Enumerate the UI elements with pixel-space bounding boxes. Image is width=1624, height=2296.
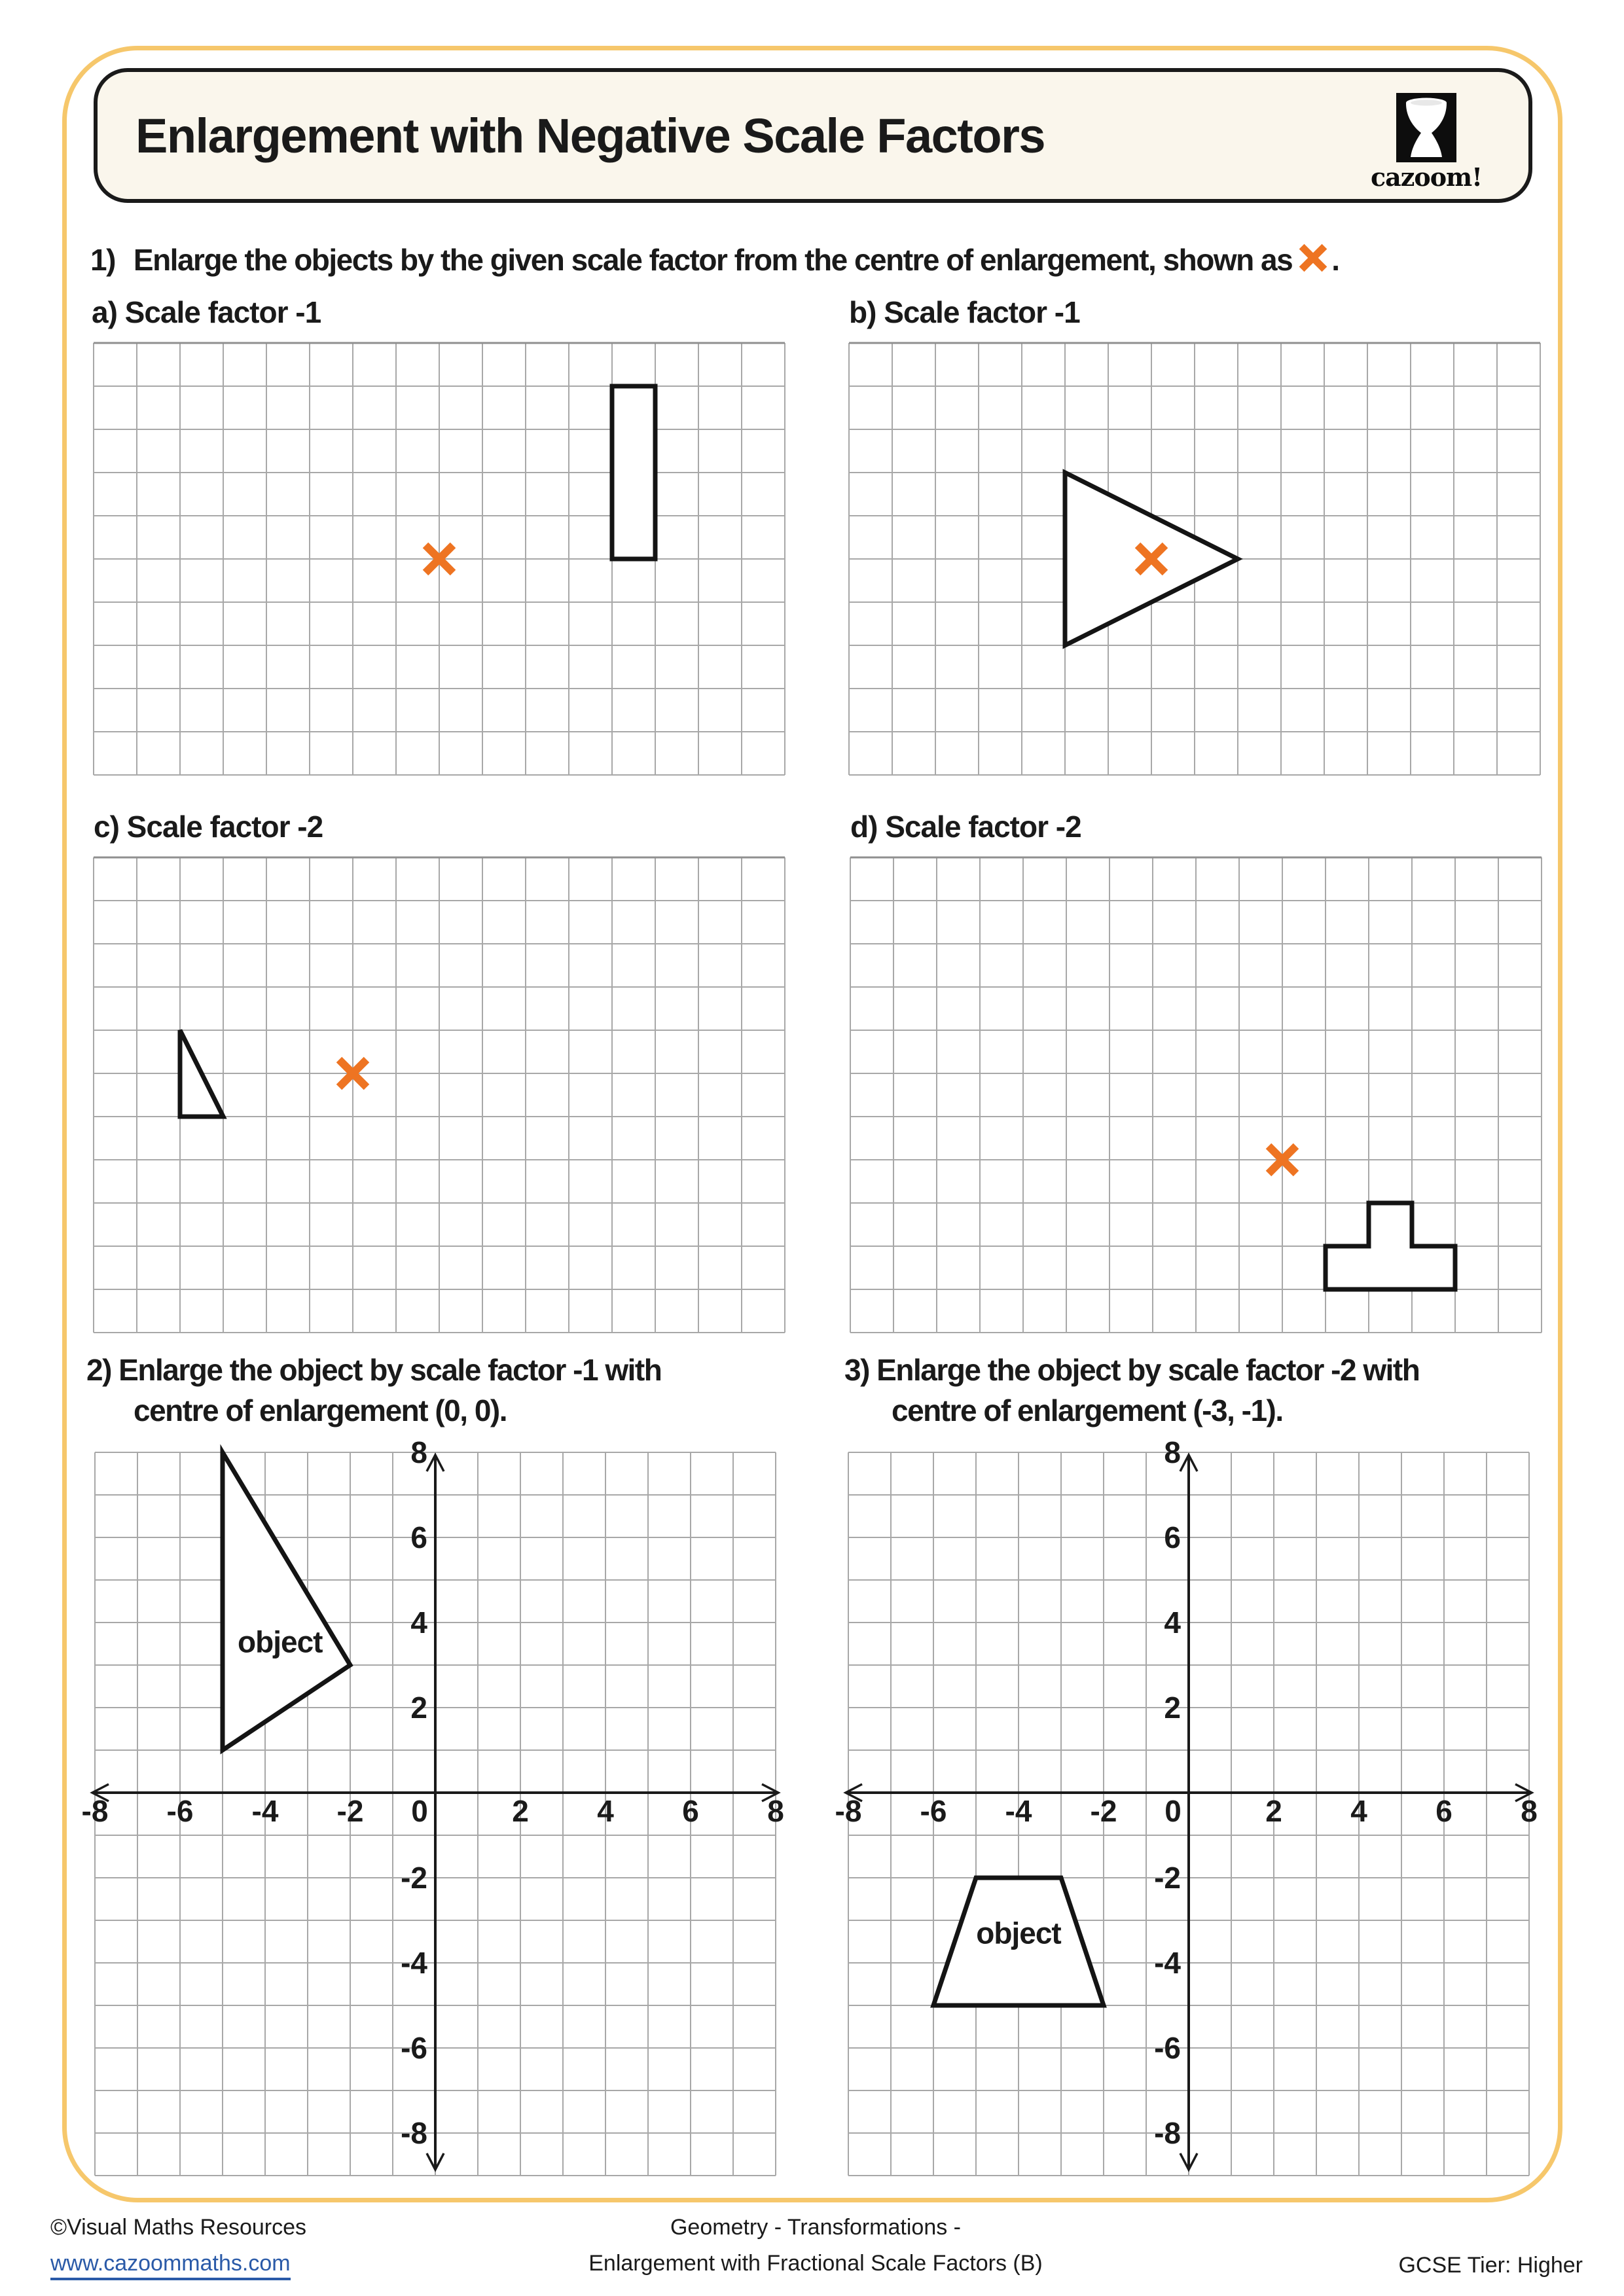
svg-text:-2: -2 bbox=[336, 1794, 364, 1828]
svg-text:2: 2 bbox=[1265, 1794, 1282, 1828]
q1-grid-b bbox=[849, 343, 1540, 775]
q2-graph bbox=[81, 1435, 784, 2176]
grid-figure bbox=[94, 343, 785, 775]
svg-text:8: 8 bbox=[1164, 1435, 1181, 1469]
svg-text:4: 4 bbox=[1350, 1794, 1367, 1828]
part-label-a: a) Scale factor -1 bbox=[92, 295, 321, 329]
question-1-prompt bbox=[90, 242, 1339, 278]
question-1-text: Enlarge the objects by the given scale factor from the centre of enlargement, shown as bbox=[133, 243, 1293, 277]
svg-text:object: object bbox=[238, 1624, 323, 1659]
grid-figure bbox=[94, 857, 785, 1333]
question-3-line2: centre of enlargement (-3, -1). bbox=[892, 1393, 1283, 1427]
svg-text:4: 4 bbox=[1164, 1605, 1181, 1640]
question-1-period: . bbox=[1331, 243, 1339, 277]
svg-text:-4: -4 bbox=[1005, 1794, 1032, 1828]
svg-text:-6: -6 bbox=[401, 2031, 427, 2065]
cazoom-logo bbox=[1328, 93, 1525, 192]
page-title: Enlargement with Negative Scale Factors bbox=[135, 108, 1045, 163]
svg-text:8: 8 bbox=[410, 1435, 427, 1469]
question-2-line2: centre of enlargement (0, 0). bbox=[134, 1393, 507, 1427]
svg-text:-8: -8 bbox=[401, 2116, 427, 2150]
question-2-line1: 2) Enlarge the object by scale factor -1 with bbox=[86, 1353, 662, 1387]
part-label-c: c) Scale factor -2 bbox=[94, 810, 323, 844]
footer-copyright: ©Visual Maths Resources bbox=[50, 2215, 307, 2240]
svg-text:object: object bbox=[976, 1916, 1061, 1950]
svg-text:-6: -6 bbox=[166, 1794, 194, 1828]
svg-text:-4: -4 bbox=[251, 1794, 279, 1828]
svg-text:-2: -2 bbox=[401, 1861, 427, 1895]
footer-topic bbox=[488, 2215, 1143, 2276]
part-label-d: d) Scale factor -2 bbox=[850, 810, 1081, 844]
svg-text:6: 6 bbox=[1435, 1794, 1453, 1828]
svg-text:-4: -4 bbox=[401, 1946, 427, 1980]
svg-text:2: 2 bbox=[512, 1794, 529, 1828]
svg-text:-2: -2 bbox=[1090, 1794, 1117, 1828]
q1-grid-d bbox=[850, 857, 1542, 1333]
svg-text:2: 2 bbox=[410, 1691, 427, 1725]
part-label-b: b) Scale factor -1 bbox=[849, 295, 1080, 329]
centre-cross-icon bbox=[1299, 242, 1327, 278]
q3-graph bbox=[835, 1435, 1538, 2176]
svg-text:6: 6 bbox=[410, 1520, 427, 1554]
footer-topic-line1: Geometry - Transformations - bbox=[670, 2215, 961, 2240]
svg-text:-2: -2 bbox=[1154, 1861, 1181, 1895]
footer-credits bbox=[50, 2215, 306, 2280]
svg-text:8: 8 bbox=[767, 1794, 784, 1828]
svg-text:6: 6 bbox=[682, 1794, 699, 1828]
footer-website-link[interactable]: www.cazoommaths.com bbox=[50, 2251, 291, 2280]
question-3-line1: 3) Enlarge the object by scale factor -2 with bbox=[844, 1353, 1420, 1387]
grid-figure bbox=[850, 857, 1542, 1333]
question-3-text bbox=[844, 1350, 1419, 1431]
svg-text:-4: -4 bbox=[1154, 1946, 1181, 1980]
q1-grid-c bbox=[94, 857, 785, 1333]
svg-text:2: 2 bbox=[1164, 1691, 1181, 1725]
graph-figure bbox=[835, 1435, 1538, 2176]
svg-text:4: 4 bbox=[410, 1605, 427, 1640]
question-1-number: 1) bbox=[90, 243, 115, 277]
svg-text:4: 4 bbox=[597, 1794, 614, 1828]
svg-text:0: 0 bbox=[1164, 1794, 1182, 1828]
svg-text:-6: -6 bbox=[1154, 2031, 1181, 2065]
svg-text:-6: -6 bbox=[920, 1794, 947, 1828]
drum-icon bbox=[1396, 93, 1456, 162]
question-2-text bbox=[86, 1350, 661, 1431]
worksheet-header bbox=[94, 68, 1532, 203]
cazoom-logo-text: cazoom! bbox=[1371, 162, 1482, 192]
svg-text:6: 6 bbox=[1164, 1520, 1181, 1554]
q1-grid-a bbox=[94, 343, 785, 775]
svg-text:-8: -8 bbox=[81, 1794, 109, 1828]
svg-text:8: 8 bbox=[1521, 1794, 1538, 1828]
graph-figure bbox=[81, 1435, 784, 2176]
footer-tier: GCSE Tier: Higher bbox=[1398, 2253, 1583, 2278]
grid-figure bbox=[849, 343, 1540, 775]
svg-text:-8: -8 bbox=[835, 1794, 862, 1828]
svg-text:-8: -8 bbox=[1154, 2116, 1181, 2150]
footer-topic-line2: Enlargement with Fractional Scale Factors (B) bbox=[588, 2251, 1043, 2276]
svg-text:0: 0 bbox=[411, 1794, 428, 1828]
